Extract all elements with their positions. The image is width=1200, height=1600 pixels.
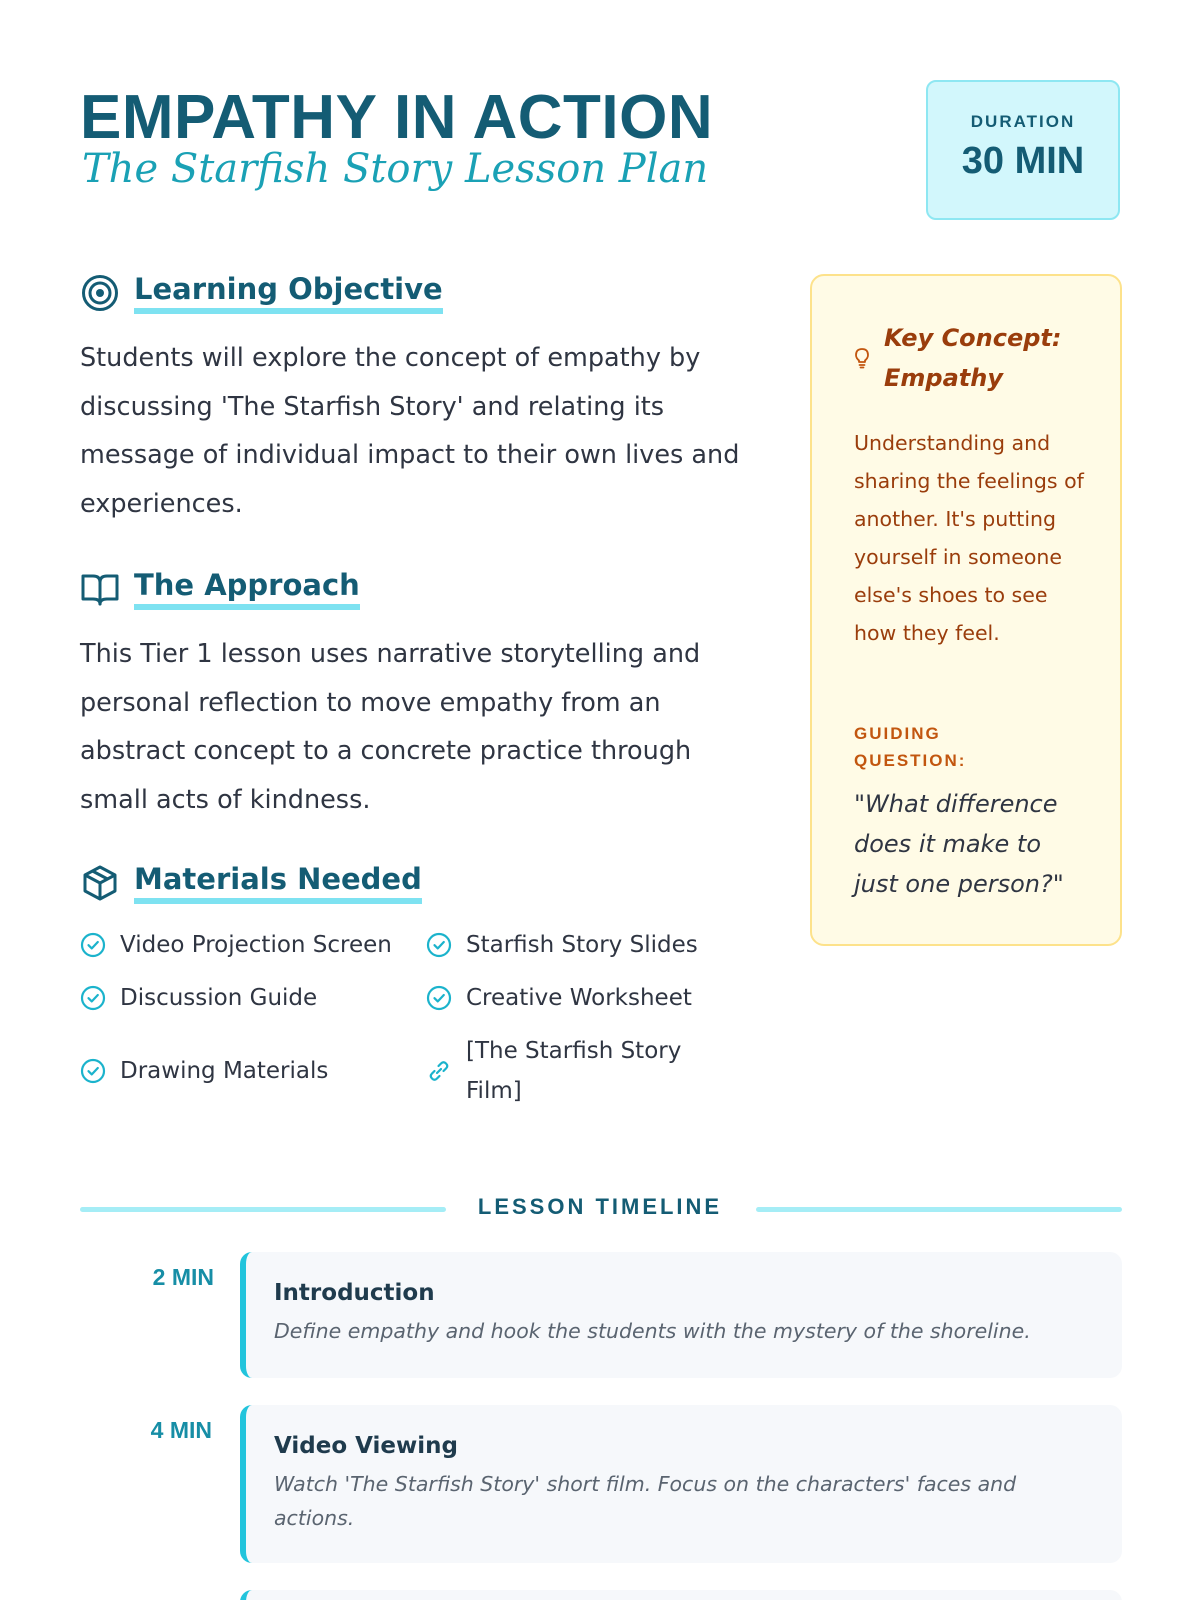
timeline-step-card <box>240 1252 1122 1378</box>
material-link-label[interactable]: [The Starfish Story Film] <box>466 1038 682 1104</box>
key-concept-card <box>810 274 1122 946</box>
material-item <box>426 925 698 965</box>
material-item <box>80 1051 328 1091</box>
page-title: EMPATHY IN ACTION <box>80 83 714 152</box>
key-concept-body: Understanding and sharing the feelings of another. It's putting yourself in someone else's shoes to see how they feel. <box>854 431 1084 645</box>
timeline-step-title: Introduction <box>274 1280 435 1306</box>
timeline-step-desc: Define empathy and hook the students with the mystery of the shoreline. <box>274 1319 1031 1343</box>
check-circle-icon <box>426 985 452 1011</box>
check-circle-icon <box>80 932 106 958</box>
timeline-divider-right <box>756 1207 1122 1212</box>
timeline-step-card <box>240 1405 1122 1563</box>
open-book-icon <box>80 569 120 609</box>
approach-text: This Tier 1 lesson uses narrative storytelling and personal reflection to move empathy from an abstract concept to a concrete practice through small acts of kindness. <box>80 639 701 815</box>
duration-badge <box>926 80 1120 220</box>
timeline-step-time: 4 MIN <box>150 1417 212 1443</box>
check-circle-icon <box>80 1058 106 1084</box>
duration-label: DURATION <box>970 112 1076 131</box>
timeline-heading: LESSON TIMELINE <box>477 1194 723 1219</box>
objective-heading-row <box>80 272 443 314</box>
check-circle-icon <box>80 985 106 1011</box>
material-label: Discussion Guide <box>120 985 318 1011</box>
material-label: Creative Worksheet <box>466 985 692 1011</box>
check-circle-icon <box>426 932 452 958</box>
guiding-question-label: GUIDING QUESTION: <box>854 724 967 770</box>
material-item <box>80 925 392 965</box>
material-item <box>80 978 317 1018</box>
material-label: Drawing Materials <box>120 1058 329 1084</box>
target-icon <box>80 273 120 313</box>
materials-heading: Materials Needed <box>134 862 422 904</box>
lightbulb-icon <box>854 347 870 369</box>
objective-heading: Learning Objective <box>134 272 443 314</box>
link-icon <box>426 1058 452 1084</box>
duration-value: 30 MIN <box>961 140 1085 182</box>
package-icon <box>80 863 120 903</box>
timeline-step-time: 2 MIN <box>152 1264 214 1290</box>
approach-heading-row <box>80 568 360 610</box>
timeline-step-desc: Watch 'The Starfish Story' short film. Focus on the characters' faces and actions. <box>274 1472 1017 1530</box>
timeline-step-title: Video Viewing <box>274 1433 458 1459</box>
guiding-question: "What difference does it make to just one person?" <box>854 790 1064 898</box>
key-concept-title: Key Concept: Empathy <box>884 324 1062 392</box>
objective-text: Students will explore the concept of empathy by discussing 'The Starfish Story' and relating its message of individual impact to their own lives and experiences. <box>80 343 740 519</box>
material-link-item[interactable] <box>426 1031 716 1111</box>
materials-heading-row <box>80 862 422 904</box>
timeline-divider-left <box>80 1207 446 1212</box>
approach-heading: The Approach <box>134 568 360 610</box>
page-subtitle: The Starfish Story Lesson Plan <box>82 146 709 192</box>
material-label: Starfish Story Slides <box>466 932 698 958</box>
key-concept-header <box>854 318 1084 398</box>
material-item <box>426 978 692 1018</box>
timeline-step-card-partial <box>240 1590 1122 1600</box>
material-label: Video Projection Screen <box>120 932 392 958</box>
